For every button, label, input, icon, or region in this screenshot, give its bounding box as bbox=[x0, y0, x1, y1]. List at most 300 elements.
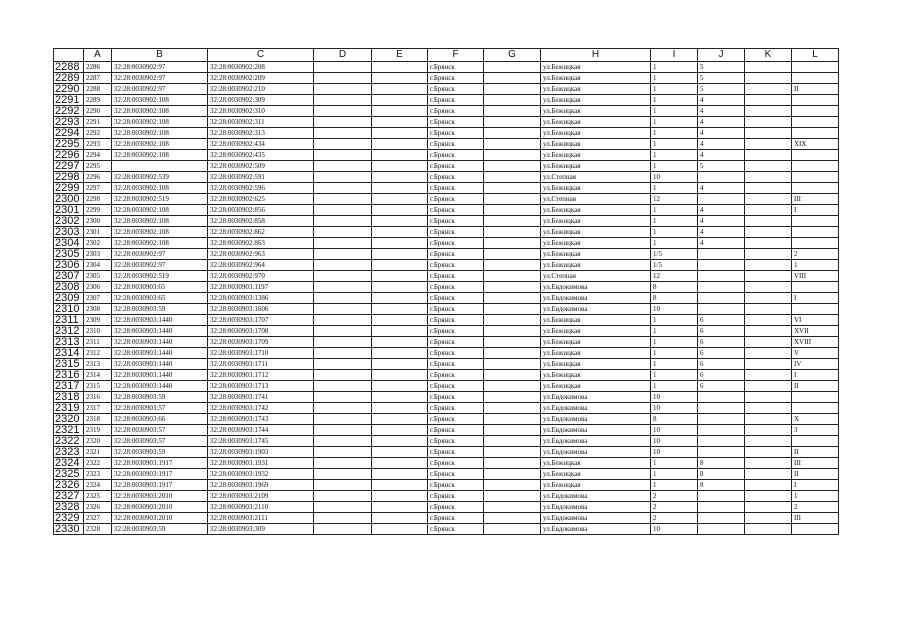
cell-g[interactable] bbox=[484, 271, 541, 282]
cell-g[interactable] bbox=[484, 469, 541, 480]
cell-f[interactable]: г.Брянск bbox=[428, 194, 484, 205]
cell-b[interactable]: 32:28:0030903:1440 bbox=[112, 337, 208, 348]
cell-e[interactable] bbox=[372, 205, 428, 216]
cell-c[interactable]: 32:28:0030902:862 bbox=[208, 227, 314, 238]
cell-b[interactable]: 32:28:0030903:1440 bbox=[112, 359, 208, 370]
cell-e[interactable] bbox=[372, 106, 428, 117]
cell-g[interactable] bbox=[484, 194, 541, 205]
cell-e[interactable] bbox=[372, 425, 428, 436]
cell-d[interactable] bbox=[314, 491, 372, 502]
cell-e[interactable] bbox=[372, 128, 428, 139]
cell-l[interactable]: 1 bbox=[792, 260, 839, 271]
cell-g[interactable] bbox=[484, 480, 541, 491]
cell-e[interactable] bbox=[372, 447, 428, 458]
cell-i[interactable]: 1 bbox=[651, 106, 698, 117]
cell-h[interactable]: ул.Бежицкая bbox=[541, 73, 651, 84]
cell-e[interactable] bbox=[372, 381, 428, 392]
cell-d[interactable] bbox=[314, 326, 372, 337]
cell-d[interactable] bbox=[314, 392, 372, 403]
cell-j[interactable]: 5 bbox=[698, 84, 745, 95]
cell-l[interactable] bbox=[792, 161, 839, 172]
cell-k[interactable] bbox=[745, 194, 792, 205]
cell-i[interactable]: 1 bbox=[651, 337, 698, 348]
cell-l[interactable]: 2 bbox=[792, 249, 839, 260]
row-number[interactable]: 2322 bbox=[54, 436, 84, 447]
cell-g[interactable] bbox=[484, 293, 541, 304]
cell-h[interactable]: ул.Евдокимова bbox=[541, 403, 651, 414]
cell-l[interactable]: III bbox=[792, 194, 839, 205]
cell-a[interactable]: 2289 bbox=[84, 95, 112, 106]
cell-f[interactable]: г.Брянск bbox=[428, 403, 484, 414]
column-header-b[interactable]: B bbox=[112, 49, 208, 62]
cell-l[interactable] bbox=[792, 128, 839, 139]
cell-j[interactable]: 8 bbox=[698, 458, 745, 469]
cell-h[interactable]: ул.Бежицкая bbox=[541, 260, 651, 271]
cell-h[interactable]: ул.Бежицкая bbox=[541, 106, 651, 117]
cell-l[interactable]: XVII bbox=[792, 326, 839, 337]
cell-j[interactable]: 4 bbox=[698, 238, 745, 249]
cell-l[interactable] bbox=[792, 282, 839, 293]
cell-a[interactable]: 2287 bbox=[84, 73, 112, 84]
cell-k[interactable] bbox=[745, 128, 792, 139]
cell-j[interactable]: 4 bbox=[698, 205, 745, 216]
cell-g[interactable] bbox=[484, 62, 541, 73]
cell-d[interactable] bbox=[314, 502, 372, 513]
cell-h[interactable]: ул.Степная bbox=[541, 271, 651, 282]
cell-f[interactable]: г.Брянск bbox=[428, 304, 484, 315]
cell-j[interactable]: 4 bbox=[698, 139, 745, 150]
cell-a[interactable]: 2295 bbox=[84, 161, 112, 172]
cell-c[interactable]: 32:28:0030902:970 bbox=[208, 271, 314, 282]
cell-l[interactable] bbox=[792, 117, 839, 128]
cell-i[interactable]: 8 bbox=[651, 414, 698, 425]
cell-g[interactable] bbox=[484, 183, 541, 194]
cell-e[interactable] bbox=[372, 183, 428, 194]
row-number[interactable]: 2300 bbox=[54, 194, 84, 205]
cell-c[interactable]: 32:28:0030903:1711 bbox=[208, 359, 314, 370]
cell-g[interactable] bbox=[484, 249, 541, 260]
cell-c[interactable]: 32:28:0030902:856 bbox=[208, 205, 314, 216]
cell-k[interactable] bbox=[745, 260, 792, 271]
cell-a[interactable]: 2311 bbox=[84, 337, 112, 348]
cell-d[interactable] bbox=[314, 128, 372, 139]
cell-c[interactable]: 32:28:0030903:1741 bbox=[208, 392, 314, 403]
cell-j[interactable]: 4 bbox=[698, 95, 745, 106]
cell-a[interactable]: 2305 bbox=[84, 271, 112, 282]
cell-f[interactable]: г.Брянск bbox=[428, 183, 484, 194]
cell-j[interactable]: 6 bbox=[698, 359, 745, 370]
cell-j[interactable]: 4 bbox=[698, 128, 745, 139]
column-header-a[interactable]: A bbox=[84, 49, 112, 62]
cell-j[interactable]: 6 bbox=[698, 315, 745, 326]
cell-b[interactable]: 32:28:0030902:108 bbox=[112, 150, 208, 161]
cell-i[interactable]: 10 bbox=[651, 436, 698, 447]
cell-i[interactable]: 1 bbox=[651, 128, 698, 139]
cell-a[interactable]: 2302 bbox=[84, 238, 112, 249]
cell-k[interactable] bbox=[745, 216, 792, 227]
cell-a[interactable]: 2304 bbox=[84, 260, 112, 271]
cell-j[interactable] bbox=[698, 436, 745, 447]
cell-a[interactable]: 2300 bbox=[84, 216, 112, 227]
cell-j[interactable]: 4 bbox=[698, 106, 745, 117]
cell-i[interactable]: 1 bbox=[651, 381, 698, 392]
cell-b[interactable]: 32:28:0030903:2010 bbox=[112, 513, 208, 524]
row-number[interactable]: 2295 bbox=[54, 139, 84, 150]
cell-d[interactable] bbox=[314, 414, 372, 425]
cell-k[interactable] bbox=[745, 502, 792, 513]
cell-g[interactable] bbox=[484, 282, 541, 293]
cell-f[interactable]: г.Брянск bbox=[428, 370, 484, 381]
cell-g[interactable] bbox=[484, 436, 541, 447]
cell-i[interactable]: 10 bbox=[651, 524, 698, 535]
cell-j[interactable] bbox=[698, 447, 745, 458]
cell-d[interactable] bbox=[314, 403, 372, 414]
cell-c[interactable]: 32:28:0030903:1707 bbox=[208, 315, 314, 326]
cell-i[interactable]: 10 bbox=[651, 172, 698, 183]
cell-g[interactable] bbox=[484, 403, 541, 414]
cell-e[interactable] bbox=[372, 117, 428, 128]
cell-g[interactable] bbox=[484, 73, 541, 84]
cell-l[interactable] bbox=[792, 172, 839, 183]
cell-b[interactable]: 32:28:0030903:2010 bbox=[112, 491, 208, 502]
cell-b[interactable]: 32:28:0030903:1917 bbox=[112, 469, 208, 480]
cell-e[interactable] bbox=[372, 491, 428, 502]
cell-b[interactable]: 32:28:0030903:1440 bbox=[112, 315, 208, 326]
cell-j[interactable] bbox=[698, 293, 745, 304]
cell-k[interactable] bbox=[745, 73, 792, 84]
cell-i[interactable]: 1 bbox=[651, 73, 698, 84]
cell-a[interactable]: 2315 bbox=[84, 381, 112, 392]
cell-b[interactable]: 32:28:0030902:108 bbox=[112, 205, 208, 216]
row-number[interactable]: 2326 bbox=[54, 480, 84, 491]
cell-g[interactable] bbox=[484, 458, 541, 469]
cell-l[interactable]: II bbox=[792, 381, 839, 392]
cell-f[interactable]: г.Брянск bbox=[428, 260, 484, 271]
cell-e[interactable] bbox=[372, 271, 428, 282]
cell-c[interactable]: 32:28:0030903:1744 bbox=[208, 425, 314, 436]
cell-a[interactable]: 2291 bbox=[84, 117, 112, 128]
cell-k[interactable] bbox=[745, 447, 792, 458]
cell-g[interactable] bbox=[484, 502, 541, 513]
cell-l[interactable] bbox=[792, 95, 839, 106]
column-header-c[interactable]: C bbox=[208, 49, 314, 62]
cell-i[interactable]: 2 bbox=[651, 513, 698, 524]
cell-i[interactable]: 8 bbox=[651, 293, 698, 304]
cell-e[interactable] bbox=[372, 370, 428, 381]
cell-j[interactable]: 6 bbox=[698, 370, 745, 381]
cell-l[interactable] bbox=[792, 403, 839, 414]
cell-f[interactable]: г.Брянск bbox=[428, 62, 484, 73]
cell-k[interactable] bbox=[745, 161, 792, 172]
cell-f[interactable]: г.Брянск bbox=[428, 205, 484, 216]
cell-i[interactable]: 1 bbox=[651, 84, 698, 95]
cell-e[interactable] bbox=[372, 315, 428, 326]
cell-f[interactable]: г.Брянск bbox=[428, 458, 484, 469]
cell-c[interactable]: 32:28:0030903:1712 bbox=[208, 370, 314, 381]
cell-d[interactable] bbox=[314, 469, 372, 480]
cell-k[interactable] bbox=[745, 227, 792, 238]
row-number[interactable]: 2308 bbox=[54, 282, 84, 293]
cell-j[interactable] bbox=[698, 282, 745, 293]
cell-a[interactable]: 2322 bbox=[84, 458, 112, 469]
cell-h[interactable]: ул.Бежицкая bbox=[541, 238, 651, 249]
cell-h[interactable]: ул.Бежицкая bbox=[541, 62, 651, 73]
cell-b[interactable]: 32:28:0030903:65 bbox=[112, 293, 208, 304]
row-number[interactable]: 2289 bbox=[54, 73, 84, 84]
cell-j[interactable] bbox=[698, 425, 745, 436]
cell-l[interactable]: VI bbox=[792, 315, 839, 326]
cell-f[interactable]: г.Брянск bbox=[428, 117, 484, 128]
row-number[interactable]: 2304 bbox=[54, 238, 84, 249]
cell-i[interactable]: 12 bbox=[651, 194, 698, 205]
cell-g[interactable] bbox=[484, 491, 541, 502]
cell-f[interactable]: г.Брянск bbox=[428, 172, 484, 183]
cell-h[interactable]: ул.Евдокимова bbox=[541, 392, 651, 403]
cell-h[interactable]: ул.Евдокимова bbox=[541, 491, 651, 502]
cell-e[interactable] bbox=[372, 480, 428, 491]
cell-l[interactable]: III bbox=[792, 458, 839, 469]
cell-l[interactable] bbox=[792, 62, 839, 73]
cell-e[interactable] bbox=[372, 304, 428, 315]
row-number[interactable]: 2315 bbox=[54, 359, 84, 370]
cell-k[interactable] bbox=[745, 480, 792, 491]
cell-g[interactable] bbox=[484, 161, 541, 172]
cell-c[interactable]: 32:28:0030902:434 bbox=[208, 139, 314, 150]
cell-f[interactable]: г.Брянск bbox=[428, 480, 484, 491]
cell-g[interactable] bbox=[484, 315, 541, 326]
cell-h[interactable]: ул.Бежицкая bbox=[541, 117, 651, 128]
cell-a[interactable]: 2320 bbox=[84, 436, 112, 447]
cell-i[interactable]: 10 bbox=[651, 304, 698, 315]
cell-h[interactable]: ул.Бежицкая bbox=[541, 205, 651, 216]
cell-g[interactable] bbox=[484, 84, 541, 95]
cell-l[interactable]: II bbox=[792, 84, 839, 95]
cell-f[interactable]: г.Брянск bbox=[428, 139, 484, 150]
cell-j[interactable]: 6 bbox=[698, 381, 745, 392]
cell-d[interactable] bbox=[314, 117, 372, 128]
row-number[interactable]: 2297 bbox=[54, 161, 84, 172]
cell-k[interactable] bbox=[745, 315, 792, 326]
cell-a[interactable]: 2326 bbox=[84, 502, 112, 513]
cell-e[interactable] bbox=[372, 458, 428, 469]
cell-h[interactable]: ул.Степная bbox=[541, 172, 651, 183]
cell-f[interactable]: г.Брянск bbox=[428, 491, 484, 502]
cell-h[interactable]: ул.Бежицкая bbox=[541, 370, 651, 381]
row-number[interactable]: 2313 bbox=[54, 337, 84, 348]
cell-j[interactable] bbox=[698, 513, 745, 524]
row-number[interactable]: 2327 bbox=[54, 491, 84, 502]
cell-g[interactable] bbox=[484, 392, 541, 403]
cell-k[interactable] bbox=[745, 326, 792, 337]
column-header-d[interactable]: D bbox=[314, 49, 372, 62]
cell-d[interactable] bbox=[314, 293, 372, 304]
cell-l[interactable]: I bbox=[792, 293, 839, 304]
cell-l[interactable] bbox=[792, 227, 839, 238]
cell-k[interactable] bbox=[745, 117, 792, 128]
cell-e[interactable] bbox=[372, 326, 428, 337]
cell-k[interactable] bbox=[745, 392, 792, 403]
cell-b[interactable]: 32:28:0030902:108 bbox=[112, 238, 208, 249]
cell-l[interactable]: 3 bbox=[792, 425, 839, 436]
cell-g[interactable] bbox=[484, 216, 541, 227]
cell-l[interactable]: II bbox=[792, 447, 839, 458]
row-number[interactable]: 2324 bbox=[54, 458, 84, 469]
cell-j[interactable] bbox=[698, 304, 745, 315]
row-number[interactable]: 2328 bbox=[54, 502, 84, 513]
cell-a[interactable]: 2309 bbox=[84, 315, 112, 326]
cell-a[interactable]: 2312 bbox=[84, 348, 112, 359]
cell-j[interactable] bbox=[698, 491, 745, 502]
cell-b[interactable]: 32:28:0030903:65 bbox=[112, 282, 208, 293]
cell-f[interactable]: г.Брянск bbox=[428, 238, 484, 249]
cell-e[interactable] bbox=[372, 227, 428, 238]
cell-a[interactable]: 2327 bbox=[84, 513, 112, 524]
row-number[interactable]: 2312 bbox=[54, 326, 84, 337]
cell-h[interactable]: ул.Евдокимова bbox=[541, 513, 651, 524]
cell-c[interactable]: 32:28:0030903:1903 bbox=[208, 447, 314, 458]
row-number[interactable]: 2296 bbox=[54, 150, 84, 161]
cell-k[interactable] bbox=[745, 304, 792, 315]
cell-l[interactable] bbox=[792, 524, 839, 535]
cell-d[interactable] bbox=[314, 150, 372, 161]
cell-i[interactable]: 12 bbox=[651, 271, 698, 282]
row-number[interactable]: 2314 bbox=[54, 348, 84, 359]
cell-l[interactable]: XVIII bbox=[792, 337, 839, 348]
cell-i[interactable]: 1/5 bbox=[651, 260, 698, 271]
cell-a[interactable]: 2299 bbox=[84, 205, 112, 216]
cell-i[interactable]: 1 bbox=[651, 238, 698, 249]
cell-e[interactable] bbox=[372, 139, 428, 150]
cell-l[interactable]: X bbox=[792, 414, 839, 425]
cell-b[interactable]: 32:28:0030902:519 bbox=[112, 271, 208, 282]
cell-k[interactable] bbox=[745, 62, 792, 73]
cell-k[interactable] bbox=[745, 172, 792, 183]
cell-d[interactable] bbox=[314, 106, 372, 117]
cell-h[interactable]: ул.Евдокимова bbox=[541, 414, 651, 425]
cell-i[interactable]: 1 bbox=[651, 150, 698, 161]
cell-a[interactable]: 2293 bbox=[84, 139, 112, 150]
cell-e[interactable] bbox=[372, 359, 428, 370]
cell-b[interactable]: 32:28:0030902:97 bbox=[112, 249, 208, 260]
cell-h[interactable]: ул.Степная bbox=[541, 194, 651, 205]
cell-j[interactable] bbox=[698, 403, 745, 414]
column-header-k[interactable]: K bbox=[745, 49, 792, 62]
cell-g[interactable] bbox=[484, 414, 541, 425]
cell-k[interactable] bbox=[745, 282, 792, 293]
cell-d[interactable] bbox=[314, 238, 372, 249]
cell-c[interactable]: 32:28:0030902:311 bbox=[208, 117, 314, 128]
cell-i[interactable]: 8 bbox=[651, 282, 698, 293]
column-header-e[interactable]: E bbox=[372, 49, 428, 62]
cell-c[interactable]: 32:28:0030902:591 bbox=[208, 172, 314, 183]
cell-d[interactable] bbox=[314, 513, 372, 524]
cell-c[interactable]: 32:28:0030902:509 bbox=[208, 161, 314, 172]
cell-e[interactable] bbox=[372, 216, 428, 227]
cell-i[interactable]: 1 bbox=[651, 139, 698, 150]
cell-j[interactable] bbox=[698, 194, 745, 205]
cell-c[interactable]: 32:28:0030903:309 bbox=[208, 524, 314, 535]
cell-h[interactable]: ул.Бежицкая bbox=[541, 469, 651, 480]
cell-a[interactable]: 2317 bbox=[84, 403, 112, 414]
cell-a[interactable]: 2301 bbox=[84, 227, 112, 238]
cell-b[interactable]: 32:28:0030902:108 bbox=[112, 227, 208, 238]
cell-b[interactable]: 32:28:0030902:519 bbox=[112, 194, 208, 205]
cell-i[interactable]: 1 bbox=[651, 326, 698, 337]
cell-f[interactable]: г.Брянск bbox=[428, 414, 484, 425]
cell-i[interactable]: 10 bbox=[651, 403, 698, 414]
cell-l[interactable] bbox=[792, 238, 839, 249]
cell-g[interactable] bbox=[484, 260, 541, 271]
cell-a[interactable]: 2313 bbox=[84, 359, 112, 370]
cell-k[interactable] bbox=[745, 381, 792, 392]
cell-c[interactable]: 32:28:0030902:625 bbox=[208, 194, 314, 205]
cell-g[interactable] bbox=[484, 348, 541, 359]
cell-e[interactable] bbox=[372, 403, 428, 414]
row-number[interactable]: 2299 bbox=[54, 183, 84, 194]
cell-l[interactable]: 2 bbox=[792, 502, 839, 513]
cell-b[interactable]: 32:28:0030902:108 bbox=[112, 128, 208, 139]
cell-a[interactable]: 2292 bbox=[84, 128, 112, 139]
cell-c[interactable]: 32:28:0030903:1931 bbox=[208, 458, 314, 469]
cell-a[interactable]: 2296 bbox=[84, 172, 112, 183]
cell-k[interactable] bbox=[745, 359, 792, 370]
cell-d[interactable] bbox=[314, 337, 372, 348]
cell-a[interactable]: 2290 bbox=[84, 106, 112, 117]
cell-b[interactable]: 32:28:0030903:59 bbox=[112, 392, 208, 403]
cell-l[interactable] bbox=[792, 304, 839, 315]
cell-c[interactable]: 32:28:0030903:2110 bbox=[208, 502, 314, 513]
cell-l[interactable] bbox=[792, 73, 839, 84]
row-number[interactable]: 2319 bbox=[54, 403, 84, 414]
cell-c[interactable]: 32:28:0030902:596 bbox=[208, 183, 314, 194]
cell-c[interactable]: 32:28:0030903:1708 bbox=[208, 326, 314, 337]
cell-j[interactable]: 4 bbox=[698, 183, 745, 194]
row-number[interactable]: 2301 bbox=[54, 205, 84, 216]
cell-k[interactable] bbox=[745, 337, 792, 348]
cell-h[interactable]: ул.Бежицкая bbox=[541, 128, 651, 139]
cell-i[interactable]: 1 bbox=[651, 480, 698, 491]
cell-l[interactable] bbox=[792, 392, 839, 403]
cell-h[interactable]: ул.Бежицкая bbox=[541, 480, 651, 491]
cell-f[interactable]: г.Брянск bbox=[428, 128, 484, 139]
cell-g[interactable] bbox=[484, 106, 541, 117]
cell-h[interactable]: ул.Евдокимова bbox=[541, 524, 651, 535]
cell-i[interactable]: 1 bbox=[651, 227, 698, 238]
cell-c[interactable]: 32:28:0030902:963 bbox=[208, 249, 314, 260]
cell-d[interactable] bbox=[314, 436, 372, 447]
cell-k[interactable] bbox=[745, 271, 792, 282]
cell-h[interactable]: ул.Бежицкая bbox=[541, 337, 651, 348]
cell-h[interactable]: ул.Бежицкая bbox=[541, 359, 651, 370]
cell-i[interactable]: 2 bbox=[651, 502, 698, 513]
cell-c[interactable]: 32:28:0030903:2111 bbox=[208, 513, 314, 524]
cell-l[interactable]: II bbox=[792, 469, 839, 480]
cell-a[interactable]: 2286 bbox=[84, 62, 112, 73]
cell-b[interactable]: 32:28:0030902:97 bbox=[112, 62, 208, 73]
cell-f[interactable]: г.Брянск bbox=[428, 227, 484, 238]
cell-i[interactable]: 1 bbox=[651, 315, 698, 326]
row-number[interactable]: 2309 bbox=[54, 293, 84, 304]
cell-a[interactable]: 2324 bbox=[84, 480, 112, 491]
cell-b[interactable]: 32:28:0030903:57 bbox=[112, 403, 208, 414]
cell-c[interactable]: 32:28:0030903:1713 bbox=[208, 381, 314, 392]
cell-l[interactable] bbox=[792, 106, 839, 117]
cell-f[interactable]: г.Брянск bbox=[428, 293, 484, 304]
cell-d[interactable] bbox=[314, 348, 372, 359]
cell-c[interactable]: 32:28:0030903:1969 bbox=[208, 480, 314, 491]
cell-e[interactable] bbox=[372, 73, 428, 84]
row-number[interactable]: 2298 bbox=[54, 172, 84, 183]
